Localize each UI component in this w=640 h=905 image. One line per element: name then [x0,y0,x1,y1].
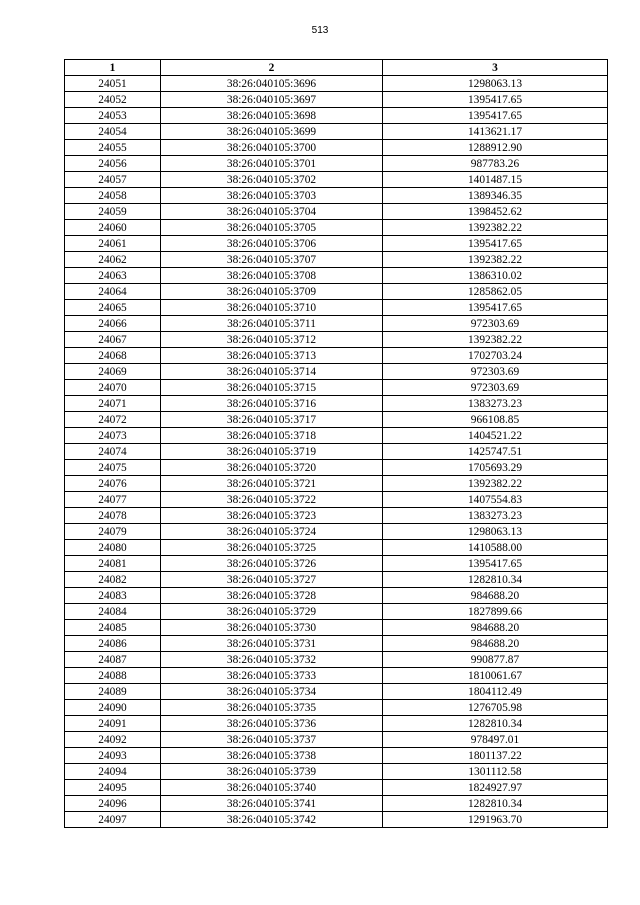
cadastral-number-cell: 38:26:040105:3702 [161,172,383,188]
table-row [65,460,608,476]
row-number-cell: 24094 [65,764,161,780]
table-row [65,444,608,460]
cadastral-number-cell: 38:26:040105:3714 [161,364,383,380]
value-cell: 1407554.83 [383,492,608,508]
cadastral-number-cell: 38:26:040105:3710 [161,300,383,316]
value-cell: 1801137.22 [383,748,608,764]
row-number-cell: 24073 [65,428,161,444]
cadastral-number-cell: 38:26:040105:3698 [161,108,383,124]
cadastral-number-cell: 38:26:040105:3737 [161,732,383,748]
value-cell: 1291963.70 [383,812,608,828]
cadastral-number-cell: 38:26:040105:3720 [161,460,383,476]
table-row [65,620,608,636]
value-cell: 1282810.34 [383,716,608,732]
value-cell: 1395417.65 [383,236,608,252]
cadastral-number-cell: 38:26:040105:3704 [161,204,383,220]
row-number-cell: 24079 [65,524,161,540]
row-number-cell: 24083 [65,588,161,604]
cadastral-number-cell: 38:26:040105:3730 [161,620,383,636]
row-number-cell: 24097 [65,812,161,828]
row-number-cell: 24064 [65,284,161,300]
cadastral-number-cell: 38:26:040105:3696 [161,76,383,92]
table-row [65,524,608,540]
table-row [65,364,608,380]
cadastral-number-cell: 38:26:040105:3715 [161,380,383,396]
row-number-cell: 24093 [65,748,161,764]
row-number-cell: 24092 [65,732,161,748]
column-header-2: 2 [161,60,383,76]
row-number-cell: 24063 [65,268,161,284]
row-number-cell: 24065 [65,300,161,316]
table-row [65,316,608,332]
row-number-cell: 24070 [65,380,161,396]
row-number-cell: 24091 [65,716,161,732]
value-cell: 1392382.22 [383,476,608,492]
page-number: 513 [311,25,329,36]
table-row [65,76,608,92]
row-number-cell: 24089 [65,684,161,700]
value-cell: 1413621.17 [383,124,608,140]
value-cell: 1395417.65 [383,300,608,316]
row-number-cell: 24077 [65,492,161,508]
table-row [65,812,608,828]
cadastral-number-cell: 38:26:040105:3717 [161,412,383,428]
value-cell: 1282810.34 [383,572,608,588]
row-number-cell: 24066 [65,316,161,332]
table-row [65,508,608,524]
column-header-1: 1 [65,60,161,76]
cadastral-number-cell: 38:26:040105:3738 [161,748,383,764]
row-number-cell: 24058 [65,188,161,204]
cadastral-number-cell: 38:26:040105:3725 [161,540,383,556]
value-cell: 1383273.23 [383,396,608,412]
row-number-cell: 24069 [65,364,161,380]
value-cell: 1298063.13 [383,76,608,92]
row-number-cell: 24054 [65,124,161,140]
table-row [65,236,608,252]
row-number-cell: 24088 [65,668,161,684]
cadastral-number-cell: 38:26:040105:3709 [161,284,383,300]
cadastral-number-cell: 38:26:040105:3718 [161,428,383,444]
row-number-cell: 24055 [65,140,161,156]
row-number-cell: 24078 [65,508,161,524]
table-row [65,476,608,492]
table-row [65,156,608,172]
table-row [65,428,608,444]
value-cell: 984688.20 [383,588,608,604]
table-row [65,268,608,284]
cadastral-number-cell: 38:26:040105:3707 [161,252,383,268]
value-cell: 984688.20 [383,620,608,636]
value-cell: 1398452.62 [383,204,608,220]
value-cell: 972303.69 [383,364,608,380]
cadastral-number-cell: 38:26:040105:3711 [161,316,383,332]
table-row [65,540,608,556]
value-cell: 966108.85 [383,412,608,428]
value-cell: 1810061.67 [383,668,608,684]
row-number-cell: 24074 [65,444,161,460]
table-row [65,764,608,780]
table-row [65,284,608,300]
row-number-cell: 24068 [65,348,161,364]
cadastral-number-cell: 38:26:040105:3697 [161,92,383,108]
value-cell: 1395417.65 [383,108,608,124]
table-row [65,380,608,396]
cadastral-number-cell: 38:26:040105:3713 [161,348,383,364]
value-cell: 1288912.90 [383,140,608,156]
value-cell: 984688.20 [383,636,608,652]
value-cell: 1395417.65 [383,92,608,108]
data-table [64,59,608,828]
table-row [65,108,608,124]
row-number-cell: 24057 [65,172,161,188]
cadastral-number-cell: 38:26:040105:3741 [161,796,383,812]
value-cell: 1401487.15 [383,172,608,188]
row-number-cell: 24081 [65,556,161,572]
value-cell: 1386310.02 [383,268,608,284]
value-cell: 1804112.49 [383,684,608,700]
cadastral-number-cell: 38:26:040105:3735 [161,700,383,716]
value-cell: 1705693.29 [383,460,608,476]
cadastral-number-cell: 38:26:040105:3703 [161,188,383,204]
cadastral-number-cell: 38:26:040105:3721 [161,476,383,492]
row-number-cell: 24053 [65,108,161,124]
table-row [65,652,608,668]
row-number-cell: 24087 [65,652,161,668]
value-cell: 1425747.51 [383,444,608,460]
value-cell: 1392382.22 [383,332,608,348]
table-row [65,796,608,812]
value-cell: 1392382.22 [383,252,608,268]
cadastral-number-cell: 38:26:040105:3731 [161,636,383,652]
table-row [65,604,608,620]
cadastral-number-cell: 38:26:040105:3701 [161,156,383,172]
cadastral-number-cell: 38:26:040105:3722 [161,492,383,508]
cadastral-number-cell: 38:26:040105:3705 [161,220,383,236]
row-number-cell: 24086 [65,636,161,652]
table-row [65,172,608,188]
table-row [65,252,608,268]
row-number-cell: 24096 [65,796,161,812]
cadastral-number-cell: 38:26:040105:3728 [161,588,383,604]
table-row [65,92,608,108]
table-row [65,732,608,748]
cadastral-number-cell: 38:26:040105:3708 [161,268,383,284]
row-number-cell: 24059 [65,204,161,220]
value-cell: 1702703.24 [383,348,608,364]
row-number-cell: 24067 [65,332,161,348]
table-row [65,668,608,684]
value-cell: 972303.69 [383,316,608,332]
table-header-row [65,60,608,76]
value-cell: 1383273.23 [383,508,608,524]
cadastral-number-cell: 38:26:040105:3712 [161,332,383,348]
table-row [65,220,608,236]
cadastral-number-cell: 38:26:040105:3729 [161,604,383,620]
row-number-cell: 24084 [65,604,161,620]
value-cell: 1392382.22 [383,220,608,236]
cadastral-number-cell: 38:26:040105:3726 [161,556,383,572]
cadastral-number-cell: 38:26:040105:3719 [161,444,383,460]
column-header-3: 3 [383,60,608,76]
table-row [65,556,608,572]
value-cell: 1395417.65 [383,556,608,572]
value-cell: 1410588.00 [383,540,608,556]
row-number-cell: 24072 [65,412,161,428]
cadastral-number-cell: 38:26:040105:3706 [161,236,383,252]
table-row [65,700,608,716]
row-number-cell: 24051 [65,76,161,92]
row-number-cell: 24082 [65,572,161,588]
table-row [65,716,608,732]
cadastral-number-cell: 38:26:040105:3716 [161,396,383,412]
table-row [65,572,608,588]
cadastral-number-cell: 38:26:040105:3736 [161,716,383,732]
table-row [65,300,608,316]
row-number-cell: 24056 [65,156,161,172]
row-number-cell: 24095 [65,780,161,796]
table-row [65,332,608,348]
cadastral-number-cell: 38:26:040105:3742 [161,812,383,828]
table-row [65,588,608,604]
cadastral-number-cell: 38:26:040105:3739 [161,764,383,780]
cadastral-number-cell: 38:26:040105:3732 [161,652,383,668]
value-cell: 1301112.58 [383,764,608,780]
table-row [65,780,608,796]
cadastral-number-cell: 38:26:040105:3699 [161,124,383,140]
row-number-cell: 24085 [65,620,161,636]
cadastral-number-cell: 38:26:040105:3723 [161,508,383,524]
value-cell: 972303.69 [383,380,608,396]
value-cell: 990877.87 [383,652,608,668]
table-body [65,76,608,828]
value-cell: 1298063.13 [383,524,608,540]
row-number-cell: 24061 [65,236,161,252]
row-number-cell: 24075 [65,460,161,476]
table-row [65,396,608,412]
cadastral-number-cell: 38:26:040105:3727 [161,572,383,588]
cadastral-number-cell: 38:26:040105:3733 [161,668,383,684]
table-row [65,412,608,428]
table-row [65,140,608,156]
cadastral-number-cell: 38:26:040105:3740 [161,780,383,796]
table-row [65,636,608,652]
row-number-cell: 24090 [65,700,161,716]
value-cell: 1827899.66 [383,604,608,620]
value-cell: 1824927.97 [383,780,608,796]
row-number-cell: 24080 [65,540,161,556]
cadastral-number-cell: 38:26:040105:3734 [161,684,383,700]
table-row [65,684,608,700]
cadastral-number-cell: 38:26:040105:3700 [161,140,383,156]
value-cell: 1282810.34 [383,796,608,812]
value-cell: 987783.26 [383,156,608,172]
value-cell: 1285862.05 [383,284,608,300]
table-row [65,188,608,204]
table-row [65,492,608,508]
table-row [65,124,608,140]
table-row [65,748,608,764]
cadastral-number-cell: 38:26:040105:3724 [161,524,383,540]
value-cell: 1276705.98 [383,700,608,716]
value-cell: 1389346.35 [383,188,608,204]
row-number-cell: 24071 [65,396,161,412]
row-number-cell: 24052 [65,92,161,108]
table-row [65,204,608,220]
row-number-cell: 24062 [65,252,161,268]
value-cell: 1404521.22 [383,428,608,444]
value-cell: 978497.01 [383,732,608,748]
row-number-cell: 24060 [65,220,161,236]
row-number-cell: 24076 [65,476,161,492]
table-row [65,348,608,364]
